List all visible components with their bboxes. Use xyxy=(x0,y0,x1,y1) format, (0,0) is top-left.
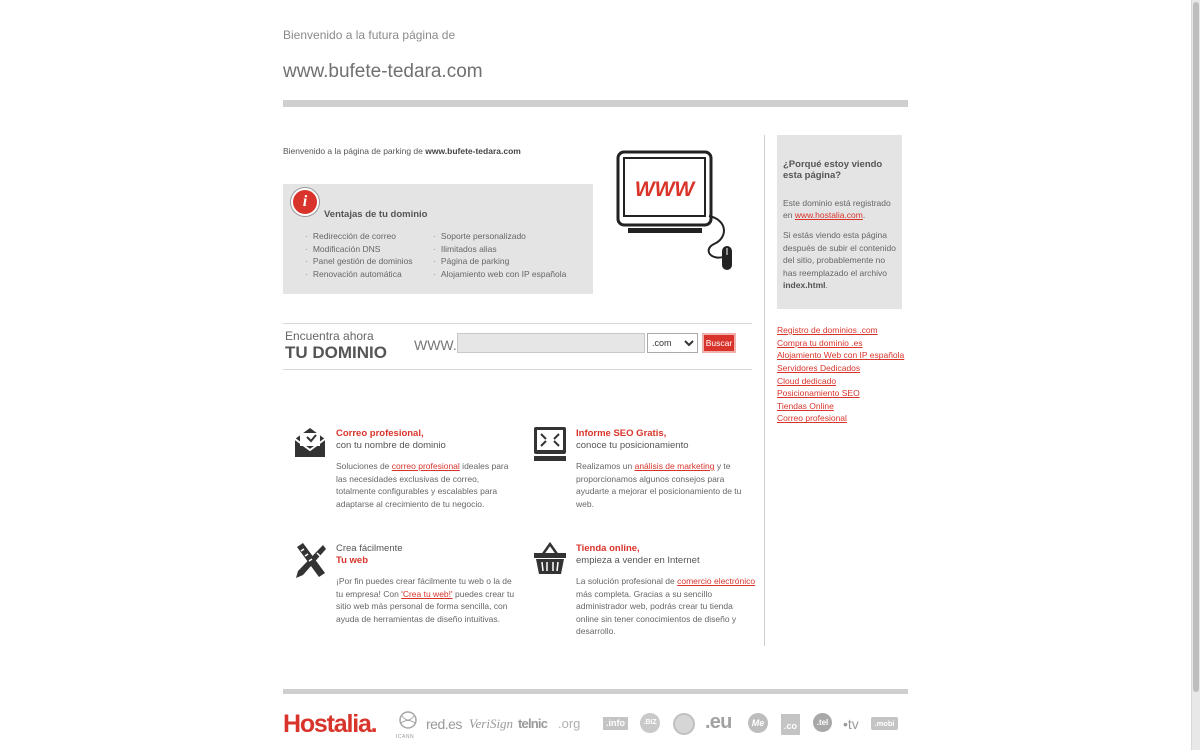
feature-seo-title: Informe SEO Gratis, xyxy=(576,428,667,439)
header-divider xyxy=(283,100,908,107)
advantage-item: · Renovación automática xyxy=(305,268,413,281)
advantages-list-left xyxy=(305,230,413,281)
telnic-logo: telnic xyxy=(518,716,548,731)
search-button[interactable]: Buscar xyxy=(702,333,736,353)
feature-email-title: Correo profesional, xyxy=(336,428,424,439)
co-logo: .co xyxy=(781,714,800,735)
redes-logo: red.es xyxy=(426,716,462,732)
seo-monitor-icon xyxy=(533,426,567,462)
sidebar-divider xyxy=(764,135,765,646)
feature-web-subtitle: Tu web xyxy=(336,554,369,566)
domain-search-input[interactable] xyxy=(457,333,645,353)
feature-shop-subtitle: empieza a vender en Internet xyxy=(576,554,700,566)
feature-web-description xyxy=(336,575,516,625)
icann-logo xyxy=(397,710,419,746)
advantage-item: · Ilimitados alias xyxy=(433,243,566,256)
verisign-logo: VeriSign xyxy=(469,716,514,731)
sidebar-link[interactable]: Servidores Dedicados xyxy=(777,362,861,373)
feature-web-title: Crea fácilmente xyxy=(336,543,403,554)
sidebar-link[interactable]: Registro de dominios .com xyxy=(777,325,878,335)
sidebar-index-text xyxy=(783,229,896,291)
sidebar-link[interactable]: Correo profesional xyxy=(777,413,847,424)
advantage-item: · Redirección de correo xyxy=(305,230,413,243)
biz-logo: .BIZ xyxy=(640,713,660,733)
www-prefix: WWW. xyxy=(414,337,457,353)
intro-label: Bienvenido a la página de parking de xyxy=(283,146,426,156)
sidebar-text: . xyxy=(825,280,828,291)
desc-text: puedes crear tu sitio web más personal de forma sencilla, con ayuda de herramientas de diseño intuitivas. xyxy=(336,588,515,624)
tv-logo: •tv xyxy=(843,716,859,732)
feature-shop xyxy=(576,543,756,638)
domain-search-bar xyxy=(283,323,752,370)
sidebar-text: Este dominio está registrado en xyxy=(783,197,891,220)
feature-web xyxy=(336,543,516,625)
desc-text: y te proporcionamos algunos consejos para ayudarte a mejorar el posicionamiento de tu web. xyxy=(576,461,742,509)
domain-title: www.bufete-tedara.com xyxy=(283,61,483,82)
advantage-item: · Página de parking xyxy=(433,255,566,268)
sidebar-link-item xyxy=(777,400,904,413)
advantages-list-right xyxy=(433,230,566,281)
feature-seo-subtitle: conoce tu posicionamiento xyxy=(576,439,689,451)
footer-divider xyxy=(283,689,908,694)
welcome-text: Bienvenido a la futura página de xyxy=(283,28,456,42)
feature-seo-description xyxy=(576,460,756,510)
marketing-link[interactable]: análisis de marketing xyxy=(634,461,715,471)
sidebar-link-item xyxy=(777,362,904,375)
hostalia-link[interactable]: www.hostalia.com xyxy=(794,210,863,220)
monitor-screen-text: WWW xyxy=(634,178,695,201)
feature-shop-description xyxy=(576,575,756,638)
desc-text: ¡Por fin puedes crear fácilmente tu web o la de tu empresa! Con xyxy=(336,576,512,599)
sidebar-link-item xyxy=(777,324,904,337)
sidebar-link-item xyxy=(777,412,904,425)
sidebar-link[interactable]: Compra tu dominio .es xyxy=(777,337,863,348)
feature-email-description xyxy=(336,460,516,510)
envelope-icon xyxy=(293,426,327,460)
advantage-item: · Soporte personalizado xyxy=(433,230,566,243)
sidebar-info-box xyxy=(777,135,902,309)
advantages-panel xyxy=(283,184,593,294)
email-link[interactable]: correo profesional xyxy=(391,461,460,471)
hostalia-logo[interactable]: Hostalia. xyxy=(283,710,377,738)
asia-logo-icon xyxy=(673,713,695,735)
desc-text: más completa. Gracias a su sencillo administrador web, podrás crear tu tienda online sin tener conocimientos de diseño y desarrollo. xyxy=(576,588,737,637)
sidebar-link-item xyxy=(777,375,904,388)
sidebar-link-item xyxy=(777,387,904,400)
tld-select[interactable] xyxy=(647,333,698,353)
intro-text xyxy=(283,146,521,156)
info-icon: i xyxy=(291,188,319,216)
crea-tu-web-link[interactable]: 'Crea tu web!' xyxy=(401,588,453,599)
icann-label: ICANN xyxy=(396,734,415,740)
ecommerce-link[interactable]: comercio electrónico xyxy=(677,576,756,586)
sidebar-question: ¿Porqué estoy viendo esta página? xyxy=(783,159,883,182)
feature-seo xyxy=(576,428,756,510)
mobi-logo: .mobi xyxy=(871,717,898,730)
feature-shop-title: Tienda online, xyxy=(576,543,640,554)
shopping-basket-icon xyxy=(533,541,567,575)
sidebar-link[interactable]: Tiendas Online xyxy=(777,400,834,411)
desc-text: La solución profesional de xyxy=(576,576,678,586)
desc-text: Soluciones de xyxy=(336,461,392,471)
info-logo: .info xyxy=(603,717,628,730)
sidebar-link[interactable]: Cloud dedicado xyxy=(777,375,837,386)
sidebar-registered-text xyxy=(783,197,896,222)
sidebar-link[interactable]: Alojamiento Web con IP española xyxy=(777,350,905,361)
sidebar-link-item xyxy=(777,337,904,350)
intro-domain: www.bufete-tedara.com xyxy=(425,146,521,156)
sidebar-link[interactable]: Posicionamiento SEO xyxy=(777,388,860,399)
scrollbar-thumb[interactable] xyxy=(1193,2,1199,692)
advantage-item: · Modificación DNS xyxy=(305,243,413,256)
index-filename: index.html xyxy=(783,280,826,291)
tel-logo: .tel xyxy=(813,713,832,732)
feature-email xyxy=(336,428,516,510)
me-logo: Me xyxy=(748,713,768,733)
feature-email-subtitle: con tu nombre de dominio xyxy=(336,439,446,451)
search-label-small: Encuentra ahora xyxy=(285,329,374,343)
sidebar-text: Si estás viendo esta página después de subir el contenido del sitio, probablemente no has reemplazado el archivo xyxy=(783,230,896,278)
sidebar-link-item xyxy=(777,349,904,362)
advantages-title: Ventajas de tu dominio xyxy=(324,209,428,220)
advantage-item: · Alojamiento web con IP española xyxy=(433,268,566,281)
sidebar-text: . xyxy=(862,210,866,220)
pencil-ruler-icon xyxy=(293,541,327,579)
sidebar-links xyxy=(777,324,904,425)
eu-logo: .eu xyxy=(705,711,732,733)
desc-text: ideales para las necesidades exclusivas de correo, totalmente configurables y escalables para adaptarse al crecimiento de tu negocio. xyxy=(336,461,509,509)
monitor-illustration xyxy=(616,150,741,275)
org-logo: .org xyxy=(558,716,581,731)
page-scrollbar[interactable] xyxy=(1191,0,1200,750)
advantage-item: · Panel gestión de dominios xyxy=(305,255,413,268)
desc-text: Realizamos un xyxy=(576,461,635,471)
search-label-big: TU DOMINIO xyxy=(285,343,387,362)
